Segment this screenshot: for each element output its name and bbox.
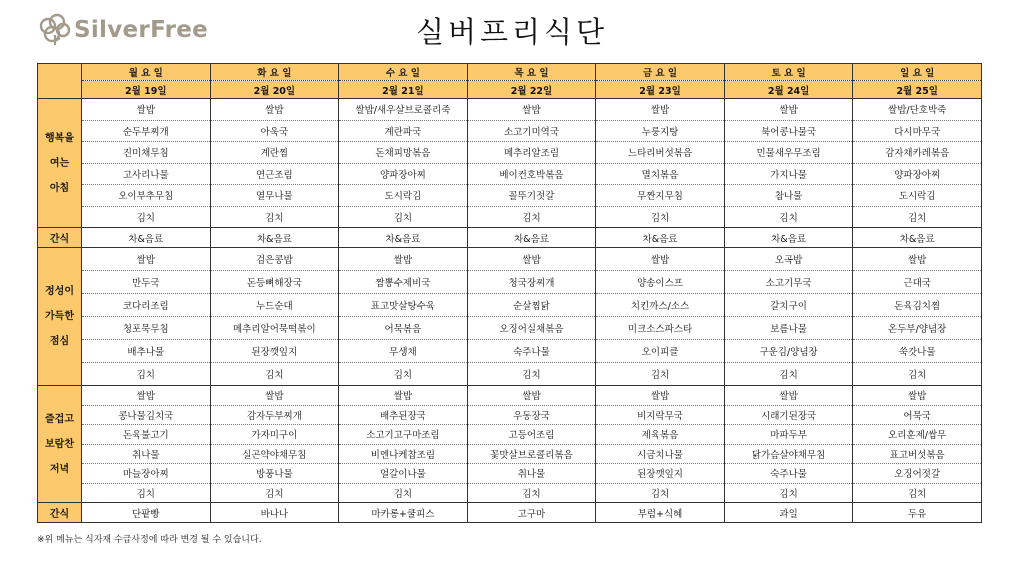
menu-item: 오이피클 — [596, 340, 725, 363]
menu-item: 쌀밥 — [853, 386, 982, 406]
snack-item: 차&음료 — [210, 228, 339, 248]
menu-item: 쌀밥/새우살브로콜리죽 — [339, 99, 468, 121]
lunch-row — [38, 294, 982, 317]
menu-item: 김치 — [596, 483, 725, 503]
menu-item: 돈육김치찜 — [853, 294, 982, 317]
snack-item: 바나나 — [210, 503, 339, 523]
menu-item: 무짠지무침 — [596, 185, 725, 207]
menu-item: 김치 — [82, 363, 211, 386]
menu-item: 아욱국 — [210, 120, 339, 142]
menu-item: 마늘장아찌 — [82, 464, 211, 484]
dinner-row — [38, 444, 982, 464]
day-header: 토 요 일 — [724, 64, 853, 81]
snack-item: 차&음료 — [467, 228, 596, 248]
menu-item: 쌀밥 — [339, 386, 468, 406]
menu-item: 김치 — [724, 206, 853, 228]
lunch-row — [38, 340, 982, 363]
day-header: 목 요 일 — [467, 64, 596, 81]
breakfast-label-line: 행복을 — [45, 132, 74, 144]
menu-item: 돈채피망볶음 — [339, 142, 468, 164]
menu-item: 소고기미역국 — [467, 120, 596, 142]
menu-item: 쌀밥 — [210, 99, 339, 121]
menu-item: 민물새우무조림 — [724, 142, 853, 164]
menu-item: 베이컨호박볶음 — [467, 163, 596, 185]
lunch-label — [38, 248, 82, 386]
menu-item: 비지락무국 — [596, 405, 725, 425]
menu-item: 열무나물 — [210, 185, 339, 207]
lunch-label-line: 가득한 — [45, 311, 74, 322]
snack-item: 차&음료 — [339, 228, 468, 248]
menu-item: 청포묵무침 — [82, 317, 211, 340]
menu-item: 방풍나물 — [210, 464, 339, 484]
menu-item: 쌀밥 — [82, 248, 211, 271]
menu-item: 시래기된장국 — [724, 405, 853, 425]
menu-item: 실곤약야채무침 — [210, 444, 339, 464]
menu-item: 김치 — [724, 483, 853, 503]
menu-item: 김치 — [467, 363, 596, 386]
snack-item: 단팥빵 — [82, 503, 211, 523]
menu-change-note: ※위 메뉴는 식자재 수급사정에 따라 변경 될 수 있습니다. — [37, 535, 262, 545]
menu-item: 쌀밥 — [210, 386, 339, 406]
menu-item: 김치 — [210, 363, 339, 386]
menu-item: 계란찜 — [210, 142, 339, 164]
menu-item: 어묵국 — [853, 405, 982, 425]
menu-item: 김치 — [82, 483, 211, 503]
menu-item: 쌀밥 — [82, 386, 211, 406]
dinner-label — [38, 386, 82, 503]
snack-item: 차&음료 — [82, 228, 211, 248]
menu-item: 고등어조림 — [467, 425, 596, 445]
menu-item: 마파두부 — [724, 425, 853, 445]
date-header: 2월 22일 — [467, 81, 596, 99]
menu-item: 코다리조림 — [82, 294, 211, 317]
menu-item: 쌀밥 — [596, 99, 725, 121]
breakfast-row — [38, 142, 982, 164]
menu-item: 취나물 — [82, 444, 211, 464]
snack-item: 부럼+식혜 — [596, 503, 725, 523]
menu-item: 청국장찌개 — [467, 271, 596, 294]
menu-item: 보름나물 — [724, 317, 853, 340]
day-header: 수 요 일 — [339, 64, 468, 81]
menu-item: 얼갈이나물 — [339, 464, 468, 484]
date-header: 2월 24일 — [724, 81, 853, 99]
dinner-row — [38, 464, 982, 484]
menu-item: 김치 — [210, 206, 339, 228]
menu-item: 콩나물김치국 — [82, 405, 211, 425]
menu-item: 비엔나케찹조림 — [339, 444, 468, 464]
menu-item: 닭가슴살야채무침 — [724, 444, 853, 464]
menu-item: 쌀밥 — [82, 99, 211, 121]
menu-item: 다시마무국 — [853, 120, 982, 142]
menu-item: 김치 — [339, 206, 468, 228]
dinner-label-line: 저녁 — [49, 463, 70, 475]
date-header: 2월 19일 — [82, 81, 211, 99]
day-header: 화 요 일 — [210, 64, 339, 81]
menu-item: 도시락김 — [853, 185, 982, 207]
menu-item: 계란파국 — [339, 120, 468, 142]
breakfast-row — [38, 120, 982, 142]
menu-item: 숙주나물 — [724, 464, 853, 484]
lunch-label-line: 정성이 — [45, 286, 74, 297]
date-header: 2월 21일 — [339, 81, 468, 99]
menu-item: 감자두부찌개 — [210, 405, 339, 425]
menu-item: 오징어실채볶음 — [467, 317, 596, 340]
logo-text: SilverFree — [74, 17, 209, 43]
day-header: 금 요 일 — [596, 64, 725, 81]
dinner-row — [38, 386, 982, 406]
snack-item: 과일 — [724, 503, 853, 523]
menu-item: 쌀밥 — [339, 248, 468, 271]
menu-item: 김치 — [339, 363, 468, 386]
menu-item: 만두국 — [82, 271, 211, 294]
menu-item: 쌀밥 — [467, 248, 596, 271]
menu-item: 표고맛살탕수육 — [339, 294, 468, 317]
menu-item: 된장깻잎지 — [210, 340, 339, 363]
dinner-row — [38, 425, 982, 445]
menu-item: 김치 — [467, 206, 596, 228]
menu-item: 쌀밥/단호박죽 — [853, 99, 982, 121]
lunch-label-line: 점심 — [49, 336, 70, 347]
menu-item: 연근조림 — [210, 163, 339, 185]
menu-item: 오징어젓갈 — [853, 464, 982, 484]
menu-item: 김치 — [596, 206, 725, 228]
date-header: 2월 25일 — [853, 81, 982, 99]
menu-item: 시금치나물 — [596, 444, 725, 464]
menu-item: 김치 — [724, 363, 853, 386]
menu-item: 김치 — [210, 483, 339, 503]
menu-item: 쌀밥 — [853, 248, 982, 271]
day-header: 월 요 일 — [82, 64, 211, 81]
snack2-label: 간식 — [38, 503, 82, 523]
snack-item: 차&음료 — [853, 228, 982, 248]
menu-item: 양파장아찌 — [853, 163, 982, 185]
dinner-label-line: 보람찬 — [45, 438, 74, 450]
menu-item: 북어콩나물국 — [724, 120, 853, 142]
breakfast-label-line: 여는 — [49, 157, 70, 169]
lunch-row — [38, 363, 982, 386]
weekly-menu-table — [37, 63, 982, 523]
header-corner — [38, 64, 82, 99]
dinner-row — [38, 483, 982, 503]
snack1-row — [38, 228, 982, 248]
menu-item: 양송이스프 — [596, 271, 725, 294]
menu-item: 김치 — [853, 483, 982, 503]
menu-item: 돈육불고기 — [82, 425, 211, 445]
menu-item: 고사리나물 — [82, 163, 211, 185]
menu-item: 소고기고구마조림 — [339, 425, 468, 445]
breakfast-row — [38, 99, 982, 121]
menu-item: 김치 — [467, 483, 596, 503]
menu-item: 김치 — [853, 206, 982, 228]
menu-item: 누드순대 — [210, 294, 339, 317]
menu-item: 양파장아찌 — [339, 163, 468, 185]
menu-item: 꼴뚜기젓갈 — [467, 185, 596, 207]
menu-item: 메추리알조림 — [467, 142, 596, 164]
page-title: 실버프리식단 — [415, 15, 609, 49]
menu-item: 무생채 — [339, 340, 468, 363]
breakfast-label — [38, 99, 82, 228]
menu-item: 김치 — [82, 206, 211, 228]
menu-item: 쌀밥 — [724, 99, 853, 121]
date-header: 2월 20일 — [210, 81, 339, 99]
snack1-label: 간식 — [38, 228, 82, 248]
day-header: 일 요 일 — [853, 64, 982, 81]
menu-item: 된장깻잎지 — [596, 464, 725, 484]
menu-item: 메추리알어묵떡볶이 — [210, 317, 339, 340]
menu-item: 제육볶음 — [596, 425, 725, 445]
menu-item: 김치 — [596, 363, 725, 386]
snack-item: 마카롱+쿨피스 — [339, 503, 468, 523]
menu-item: 쌀밥 — [467, 386, 596, 406]
menu-item: 오이부추무침 — [82, 185, 211, 207]
menu-item: 진미채무침 — [82, 142, 211, 164]
date-header: 2월 23일 — [596, 81, 725, 99]
menu-item: 누룽지탕 — [596, 120, 725, 142]
menu-item: 멸치볶음 — [596, 163, 725, 185]
menu-item: 구운김/양념장 — [724, 340, 853, 363]
menu-item: 김치 — [339, 483, 468, 503]
menu-item: 가지나물 — [724, 163, 853, 185]
snack-item: 차&음료 — [724, 228, 853, 248]
menu-item: 돈등뼈해장국 — [210, 271, 339, 294]
menu-item: 배추나물 — [82, 340, 211, 363]
menu-item: 쌀밥 — [467, 99, 596, 121]
menu-item: 온두부/양념장 — [853, 317, 982, 340]
dinner-row — [38, 405, 982, 425]
menu-item: 가자미구이 — [210, 425, 339, 445]
menu-item: 꽃맛살브로콜리볶음 — [467, 444, 596, 464]
menu-item: 치킨까스/소스 — [596, 294, 725, 317]
menu-item: 순살찜닭 — [467, 294, 596, 317]
menu-item: 갈치구이 — [724, 294, 853, 317]
snack-item: 차&음료 — [596, 228, 725, 248]
menu-item: 어묵볶음 — [339, 317, 468, 340]
lunch-row — [38, 271, 982, 294]
snack2-row — [38, 503, 982, 523]
snack-item: 고구마 — [467, 503, 596, 523]
menu-item: 쑥갓나물 — [853, 340, 982, 363]
menu-item: 검은콩밥 — [210, 248, 339, 271]
snack-item: 두유 — [853, 503, 982, 523]
breakfast-row — [38, 163, 982, 185]
menu-item: 짬뽕수제비국 — [339, 271, 468, 294]
menu-item: 오리훈제/쌈무 — [853, 425, 982, 445]
lunch-row — [38, 248, 982, 271]
menu-item: 미크소스파스타 — [596, 317, 725, 340]
dinner-label-line: 즐겁고 — [45, 413, 74, 425]
menu-item: 근대국 — [853, 271, 982, 294]
menu-item: 취나물 — [467, 464, 596, 484]
menu-item: 우동장국 — [467, 405, 596, 425]
menu-item: 참나물 — [724, 185, 853, 207]
menu-item: 배추된장국 — [339, 405, 468, 425]
menu-item: 오곡밥 — [724, 248, 853, 271]
menu-item: 쌀밥 — [596, 386, 725, 406]
menu-item: 느타리버섯볶음 — [596, 142, 725, 164]
menu-item: 감자채카레볶음 — [853, 142, 982, 164]
breakfast-row — [38, 206, 982, 228]
lunch-row — [38, 317, 982, 340]
breakfast-label-line: 아침 — [49, 182, 70, 194]
menu-item: 쌀밥 — [724, 386, 853, 406]
menu-item: 김치 — [853, 363, 982, 386]
menu-item: 쌀밥 — [596, 248, 725, 271]
menu-item: 숙주나물 — [467, 340, 596, 363]
breakfast-row — [38, 185, 982, 207]
menu-item: 순두부찌개 — [82, 120, 211, 142]
menu-item: 도시락김 — [339, 185, 468, 207]
menu-item: 표고버섯볶음 — [853, 444, 982, 464]
menu-item: 소고기무국 — [724, 271, 853, 294]
